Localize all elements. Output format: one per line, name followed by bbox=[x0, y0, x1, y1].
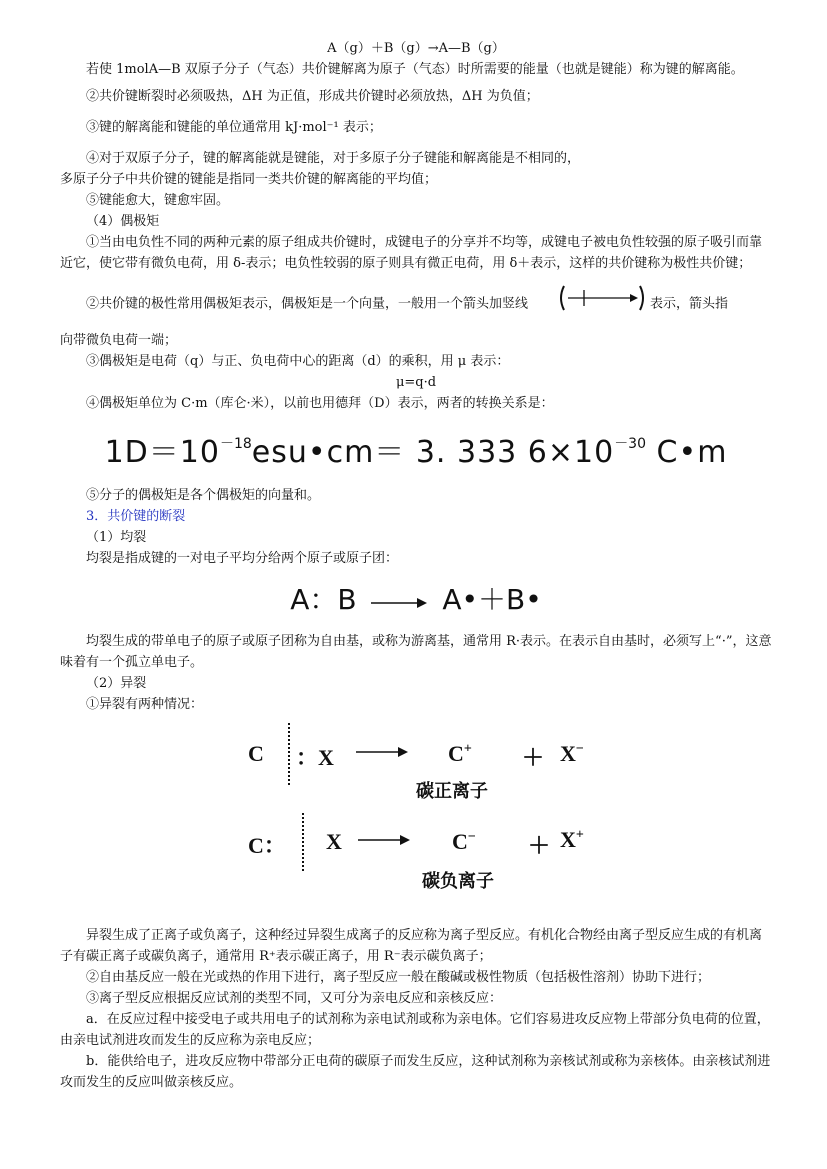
cleavage-line bbox=[288, 723, 292, 785]
carbon-atom: C： bbox=[248, 833, 286, 858]
charge-sign: + bbox=[463, 741, 472, 757]
document-page bbox=[60, 38, 772, 1093]
debye-conversion-formula bbox=[60, 418, 772, 479]
paragraph bbox=[60, 284, 772, 324]
cleavage-line bbox=[302, 813, 306, 871]
paragraph: ①异裂有两种情况： bbox=[86, 697, 204, 712]
carbocation-caption: 碳正离子 bbox=[416, 781, 488, 802]
heterolysis-diagram bbox=[60, 723, 772, 923]
plus-sign: ＋ bbox=[522, 745, 545, 770]
carbanion-caption: 碳负离子 bbox=[422, 871, 494, 892]
reaction-arrow-icon bbox=[358, 833, 410, 851]
paragraph: ③偶极矩是电荷（q）与正、负电荷中心的距离（d）的乘积，用 μ 表示： bbox=[86, 354, 510, 369]
paragraph: ②共价键断裂时必须吸热，ΔH 为正值，形成共价键时必须放热，ΔH 为负值； bbox=[86, 89, 539, 104]
paragraph: a．在反应过程中接受电子或共用电子的试剂称为亲电试剂或称为亲电体。它们容易进攻反应物上带部分负电荷的位置，由亲电试剂进攻而发生的反应称为亲电反应； bbox=[60, 1012, 770, 1048]
products: A•＋B• bbox=[442, 583, 542, 616]
reaction-equation: A（g）＋B（g）→A—B（g） bbox=[327, 41, 505, 56]
formula-exponent: －18 bbox=[219, 436, 252, 452]
dipole-arrow-icon bbox=[532, 284, 646, 324]
paragraph: ⑤键能愈大，键愈牢固。 bbox=[86, 193, 230, 208]
anion bbox=[560, 741, 620, 777]
charge-sign: + bbox=[575, 827, 584, 843]
plus-sign: ＋ bbox=[528, 833, 551, 858]
formula-exponent: －30 bbox=[614, 436, 647, 452]
formula-part: C•m bbox=[646, 435, 728, 470]
formula-part: esu•cm＝ 3. 333 6×10 bbox=[251, 435, 615, 470]
text-run: 表示，箭头指 bbox=[650, 296, 729, 312]
reaction-arrow-icon bbox=[369, 578, 429, 624]
subsection-heading: （1）均裂 bbox=[86, 530, 147, 545]
leaving-group: ：X bbox=[296, 745, 334, 770]
product-symbol: C bbox=[452, 829, 468, 854]
subsection-heading: （2）异裂 bbox=[86, 676, 147, 691]
leaving-group: X bbox=[326, 829, 342, 854]
charge-sign: − bbox=[575, 741, 584, 757]
paragraph: 异裂生成了正离子或负离子，这种经过异裂生成离子的反应称为离子型反应。有机化合物经由离子型反应生成的有机离子有碳正离子或碳负离子，通常用 R⁺表示碳正离子，用 R⁻表示碳负离子； bbox=[60, 928, 763, 964]
section-heading: 3．共价键的断裂 bbox=[86, 509, 186, 524]
carbocation bbox=[448, 741, 508, 777]
section-heading: （4）偶极矩 bbox=[86, 214, 160, 229]
formula-part: 1D＝10 bbox=[104, 435, 220, 470]
paragraph: ⑤分子的偶极矩是各个偶极矩的向量和。 bbox=[86, 488, 321, 503]
paragraph: 向带微负电荷一端； bbox=[60, 333, 178, 348]
product-symbol: X bbox=[560, 741, 576, 766]
paragraph: 均裂是指成键的一对电子平均分给两个原子或原子团： bbox=[86, 551, 399, 566]
carbon-atom: C bbox=[248, 741, 264, 766]
paragraph: ②自由基反应一般在光或热的作用下进行，离子型反应一般在酸碱或极性物质（包括极性溶剂）协助下进行； bbox=[86, 970, 711, 985]
paragraph: 多原子分子中共价键的键能是指同一类共价键的解离能的平均值； bbox=[60, 172, 438, 187]
paragraph: ①当由电负性不同的两种元素的原子组成共价键时，成键电子的分享并不均等，成键电子被电负性较强的原子吸引而靠近它，使它带有微负电荷，用 δ-表示；电负性较弱的原子则具有微正电荷，用 δ＋表示，这样的共价键称为极性共价键； bbox=[60, 235, 763, 271]
text-run: ②共价键的极性常用偶极矩表示，偶极矩是一个向量，一般用一个箭头加竖线 bbox=[86, 296, 529, 312]
product-symbol: C bbox=[448, 741, 464, 766]
paragraph: 若使 1molA—B 双原子分子（气态）共价键解离为原子（气态）时所需要的能量（也就是键能）称为键的解离能。 bbox=[86, 62, 744, 77]
paragraph: 均裂生成的带单电子的原子或原子团称为自由基，或称为游离基，通常用 R·表示。在表示自由基时，必须写上“·”，这意味着有一个孤立单电子。 bbox=[60, 634, 772, 670]
carbanion bbox=[452, 829, 512, 865]
cation bbox=[560, 827, 620, 863]
product-symbol: X bbox=[560, 827, 576, 852]
paragraph: b．能供给电子，进攻反应物中带部分正电荷的碳原子而发生反应，这种试剂称为亲核试剂或称为亲核体。由亲核试剂进攻而发生的反应叫做亲核反应。 bbox=[60, 1054, 771, 1090]
formula-mu: μ=q·d bbox=[395, 375, 437, 390]
homolysis-equation bbox=[60, 577, 772, 623]
charge-sign: − bbox=[467, 829, 476, 845]
paragraph: ③键的解离能和键能的单位通常用 kJ·mol⁻¹ 表示； bbox=[86, 120, 382, 135]
paragraph: ④偶极矩单位为 C·m（库仑·米），以前也用德拜（D）表示，两者的转换关系是： bbox=[86, 396, 554, 411]
paragraph: ④对于双原子分子，键的解离能就是键能，对于多原子分子键能和解离能是不相同的， bbox=[86, 151, 581, 166]
reaction-arrow-icon bbox=[356, 745, 408, 763]
paragraph: ③离子型反应根据反应试剂的类型不同，又可分为亲电反应和亲核反应： bbox=[86, 991, 503, 1006]
reactant: A：B bbox=[290, 583, 357, 616]
